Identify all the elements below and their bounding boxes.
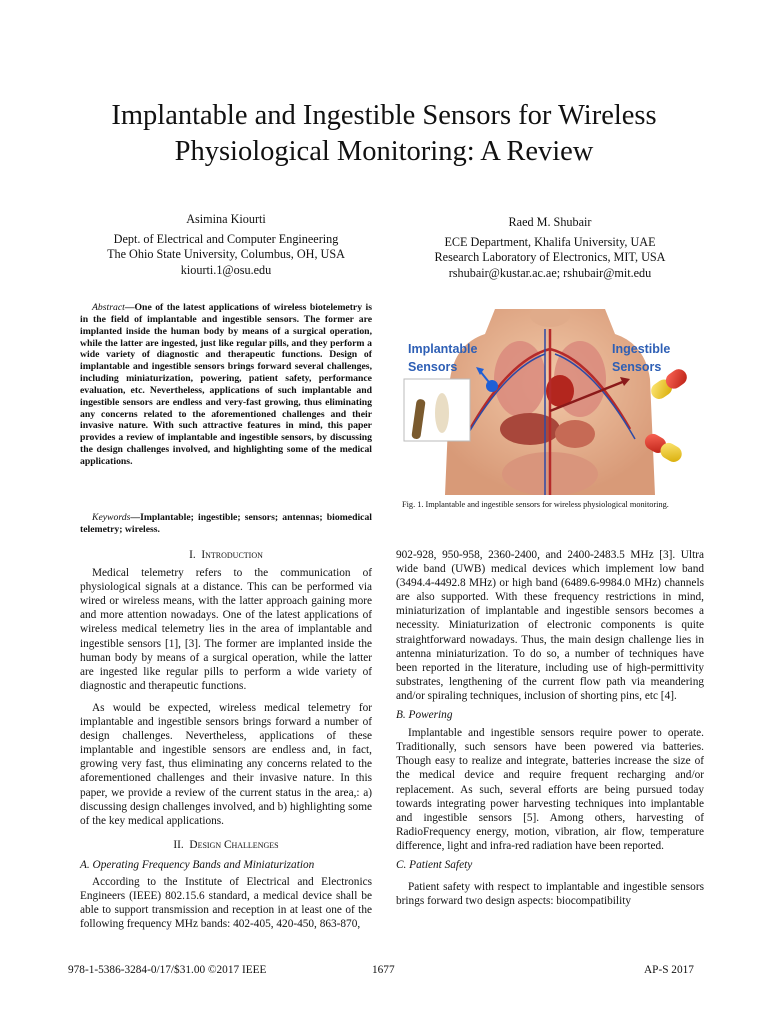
paragraph: According to the Institute of Electrical and Electronics Engineers (IEEE) 802.15.6 standard, a medical device shall be able to support transmission and reception in at least one of the following frequency MHz bands: 402-405, 420-450, 863-870, bbox=[80, 875, 372, 931]
implant-grain-icon bbox=[435, 393, 449, 433]
label-ingestible-2: Sensors bbox=[612, 360, 662, 374]
footer-page-number: 1677 bbox=[372, 964, 395, 976]
subsection-heading: C. Patient Safety bbox=[396, 858, 473, 871]
subsection-heading: A. Operating Frequency Bands and Miniaturization bbox=[80, 858, 315, 871]
section-heading-design: II. Design Challenges bbox=[173, 838, 279, 851]
paragraph: 902-928, 950-958, 2360-2400, and 2400-2483.5 MHz [3]. Ultra wide band (UWB) medical devices which implement low band (3494.4-4492.8 MHz) or high band (6489.6-9984.0 MHz) channels are also supported. With these frequency restrictions in mind, miniaturization of implantable and ingestible sensors becomes a necessity. Miniaturization of electronic components is quite straightforward nowadays. Thus, the main design challenge lies in antenna miniaturization. To do so, a number of techniques have been reported in the literature, including use of high-permittivity substrates, lengthening of the current flow path via meandering and/or spiraling techniques, inclusion of shorting pins, etc [4]. bbox=[396, 549, 704, 702]
footer-conference: AP-S 2017 bbox=[644, 964, 694, 976]
keywords: Keywords—Implantable; ingestible; sensors; antennas; biomedical telemetry; wireless. bbox=[80, 512, 372, 535]
label-implantable-2: Sensors bbox=[408, 360, 458, 374]
paragraph: As would be expected, wireless medical telemetry for implantable and ingestible sensors brings forward a number of design challenges. Nevertheless, applications of these implantable and ingestible sensors are endless and, in fact, growing very fast, thus eliminating any concerns related to the aforementioned challenges and their invasive nature. In this paper, we provide a review of the current status in the area,: a) discussing design challenges involved, and b) highlighting some of the key medical applications. bbox=[80, 701, 372, 827]
author-name: Asimina Kiourti bbox=[186, 212, 266, 226]
figure-illustration bbox=[400, 309, 700, 495]
paragraph: Implantable and ingestible sensors require power to operate. Traditionally, such sensors have been powered via batteries. Though easy to realize and integrate, batteries increase the size of the medical device and require frequent recharging and/or replacement. As such, several efforts are being pursued today towards integrating power harvesting techniques into implantable and ingestible sensors [5]. Among others, harvesting of RadioFrequency energy, motion, vibration, air flow, temperature difference, light and infra-red radiation have been reported. bbox=[396, 727, 704, 852]
figure-1 bbox=[400, 309, 700, 495]
author-name: Raed M. Shubair bbox=[508, 215, 592, 229]
footer-isbn: 978-1-5386-3284-0/17/$31.00 ©2017 IEEE bbox=[68, 964, 267, 976]
paper-title: Implantable and Ingestible Sensors for Wireless Physiological Monitoring: A Review bbox=[111, 100, 657, 167]
author-affiliation: The Ohio State University, Columbus, OH, USA bbox=[107, 247, 345, 262]
paragraph: Medical telemetry refers to the communication of physiological signals at a distance. This can be performed via wired or wireless means, with the latter approach gaining more and more attention nowadays. One of the latest applications of wireless medical telemetry lies in the area of implantable and ingestible sensors [1], [3]. The former are implanted inside the human body by means of a surgical operation, while the latter are ingested like regular pills to perform a wide variety of diagnostic and therapeutic functions. bbox=[80, 567, 372, 692]
author-affiliation: Dept. of Electrical and Computer Engineering bbox=[113, 231, 339, 246]
keywords-label: Keywords bbox=[92, 512, 131, 523]
figure-caption: Fig. 1. Implantable and ingestible sensors for wireless physiological monitoring. bbox=[402, 500, 669, 509]
section-heading-introduction: I. Introduction bbox=[189, 549, 263, 561]
label-ingestible: Ingestible bbox=[612, 342, 671, 356]
author-affiliation: Research Laboratory of Electronics, MIT, USA bbox=[434, 250, 666, 265]
author-email: rshubair@kustar.ac.ae; rshubair@mit.edu bbox=[448, 265, 652, 280]
author-block-2 bbox=[396, 215, 704, 281]
author-affiliation: ECE Department, Khalifa University, UAE bbox=[444, 234, 656, 249]
author-email: kiourti.1@osu.edu bbox=[180, 262, 272, 277]
right-column bbox=[396, 548, 704, 908]
abstract: Abstract—One of the latest applications of wireless biotelemetry is in the field of implantable and ingestible sensors. The former are implanted inside the human body by means of a surgical operation, while the latter are ingested, just like regular pills, and they perform a wide variety of diagnostic and therapeutic functions. Design of implantable and ingestible sensors brings forward several challenges, including miniaturization, powering, patient safety, performance evaluation, etc. Nevertheless, applications of such implantable and ingestible sensors are endless and very-fast growing, thus eliminating any concerns related to the aforementioned challenges and their invasive nature. With such attractive features in mind, this paper provides a review of implantable and ingestible sensors, by discussing the design challenges involved, and highlighting some of the medical applications. bbox=[80, 302, 372, 467]
keywords-text: Implantable; ingestible; sensors; antennas; biomedical telemetry; wireless. bbox=[80, 512, 372, 535]
paragraph: Patient safety with respect to implantable and ingestible sensors brings forward two design aspects: biocompatibility bbox=[396, 881, 704, 908]
left-column bbox=[80, 548, 372, 931]
abstract-label: Abstract bbox=[92, 302, 125, 313]
abstract-text: One of the latest applications of wireless biotelemetry is in the field of implantable and ingestible sensors. The former are implanted inside the human body by means of a surgical operation, while the latter are ingested, just like regular pills, and they perform a wide variety of diagnostic and therapeutic functions. Design of implantable and ingestible sensors brings forward several challenges, including miniaturization, powering, patient safety, performance evaluation, etc. Nevertheless, applications of such implantable and ingestible sensors are endless and very-fast growing, thus eliminating any concerns related to the aforementioned challenges and their invasive nature. With such attractive features in mind, this paper provides a review of implantable and ingestible sensors, by discussing the design challenges involved, and highlighting some of the medical applications. bbox=[80, 302, 372, 467]
subsection-heading: B. Powering bbox=[396, 709, 453, 722]
label-implantable: Implantable bbox=[408, 342, 478, 356]
author-block-1 bbox=[80, 212, 372, 278]
stomach-shape bbox=[555, 420, 595, 448]
